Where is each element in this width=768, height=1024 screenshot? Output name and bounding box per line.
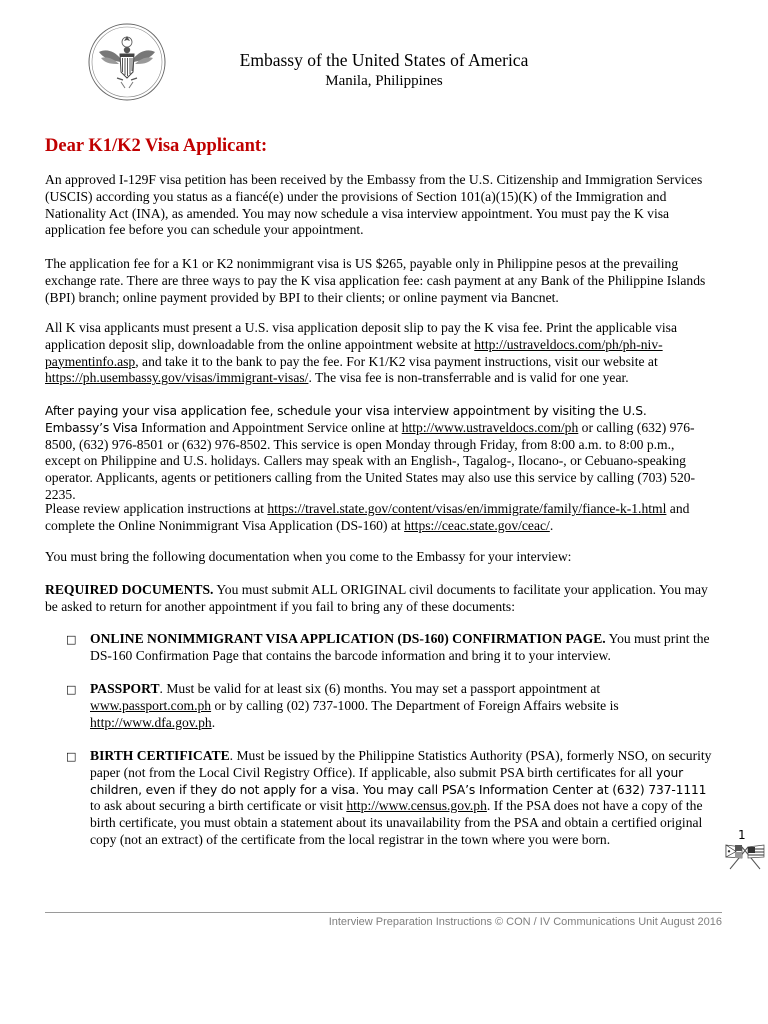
paragraph-documentation: You must bring the following documentation when you come to the Embassy for your interview: — [45, 549, 572, 564]
paragraph-deposit-slip: All K visa applicants must present a U.S. visa application deposit slip to pay the K visa fee. Print the applicable visa application deposit slip, downloadable from the online appointment website at http://ustraveldocs.com/ph/ph-niv-paymentinfo.asp, and take it to the bank to pay the fee. For K1/K2 visa payment instructions, visit our website at https://ph.usembassy.gov/visas/immigrant-visas/. The visa fee is non-transferrable and is valid for one year. — [45, 320, 677, 386]
ceac-link[interactable]: https://ceac.state.gov/ceac/ — [404, 517, 550, 533]
checkbox-bullet-icon: □ — [66, 683, 77, 696]
footer-divider — [45, 912, 722, 913]
embassy-location: Manila, Philippines — [325, 73, 443, 89]
checkbox-bullet-icon: □ — [66, 750, 77, 763]
paragraph-required-documents: REQUIRED DOCUMENTS. You must submit ALL ORIGINAL civil documents to facilitate your application. You may be asked to return for another appointment if you fail to bring any of these documents: — [45, 582, 708, 614]
paragraph-appointment: After paying your visa application fee, schedule your visa interview appointment by visiting the U.S. Embassy’s Visa Information and Appointment Service online at http://www.ustraveldocs.com/ph or calling (632) 976-8500, (632) 976-8501 or (632) 976-8502. This service is open Monday through Friday, from 8:00 a.m. to 8:00 p.m., except on Philippine and U.S. holidays. Callers may speak with an English-, Tagalog-, Ilocano-, or Cebuano-speaking operator. Applicants, agents or petitioners calling from the United States may also use this service by calling (703) 520-2235. — [45, 404, 696, 502]
crossed-flags-icon — [724, 843, 766, 871]
paragraph-instructions: Please review application instructions at https://travel.state.gov/content/visas/en/immigrate/family/fiance-k-1.html and complete the Online Nonimmigrant Visa Application (DS-160) at https://ceac.state.gov/ceac/. — [45, 501, 690, 533]
paragraph-fee: The application fee for a K1 or K2 nonimmigrant visa is US $265, payable only in Philippine pesos at the prevailing exchange rate. There are three ways to pay the K visa application fee: cash payment at any Bank of the Philippine Islands (BPI) branch; online payment provided by BPI to their clients; or online payment via Bancnet. — [45, 256, 706, 305]
bullet-passport: PASSPORT. Must be valid for at least six (6) months. You may set a passport appointment at www.passport.com.ph or by calling (02) 737-1000. The Department of Foreign Affairs website is http://www.dfa.gov.ph. — [90, 681, 619, 730]
page-number: 1 — [738, 828, 746, 842]
bullet-birth-certificate: BIRTH CERTIFICATE. Must be issued by the Philippine Statistics Authority (PSA), formerly NSO, on security paper (not from the Local Civil Registry Office). If applicable, also submit PSA birth certificates for all your children, even if they do not apply for a visa. You may call PSA’s Information Center at (632) 737-1111 to ask about securing a birth certificate or visit http://www.census.gov.ph. If the PSA does not have a copy of the birth certificate, you must obtain a statement about its unavailability from the PSA and obtain a certified original copy (not an extract) of the certificate from the local registrar in the town where you were born. — [90, 748, 712, 847]
embassy-visas-link[interactable]: https://ph.usembassy.gov/visas/immigrant-visas/ — [45, 370, 309, 386]
checkbox-bullet-icon: □ — [66, 633, 77, 646]
dfa-link[interactable]: http://www.dfa.gov.ph — [90, 714, 212, 730]
us-great-seal-icon — [87, 22, 167, 102]
travel-state-link[interactable]: https://travel.state.gov/content/visas/en/immigrate/family/fiance-k-1.html — [267, 501, 667, 516]
footer-text: Interview Preparation Instructions © CON / IV Communications Unit August 2016 — [328, 916, 722, 928]
passport-link[interactable]: www.passport.com.ph — [90, 697, 212, 713]
paragraph-petition: An approved I-129F visa petition has been received by the Embassy from the U.S. Citizenship and Immigration Services (USCIS) according you status as a fiancé(e) under the provisions of Section 101(a)(15)(K) of the Immigration and Nationality Act (INA), as amended. You may now schedule a visa interview appointment. You must pay the K visa application fee before you can schedule your appointment. — [45, 172, 703, 238]
payment-info-link[interactable]: http://ustraveldocs.com/ph/ph-niv-paymentinfo.asp — [45, 336, 663, 369]
embassy-title: Embassy of the United States of America — [239, 50, 529, 70]
census-link[interactable]: http://www.census.gov.ph — [346, 798, 487, 814]
bullet-ds160: ONLINE NONIMMIGRANT VISA APPLICATION (DS-160) CONFIRMATION PAGE. You must print the DS-160 Confirmation Page that contains the barcode information and bring it to your interview. — [90, 631, 710, 663]
salutation: Dear K1/K2 Visa Applicant: — [45, 136, 268, 156]
ustraveldocs-link[interactable]: http://www.ustraveldocs.com/ph — [401, 419, 579, 435]
